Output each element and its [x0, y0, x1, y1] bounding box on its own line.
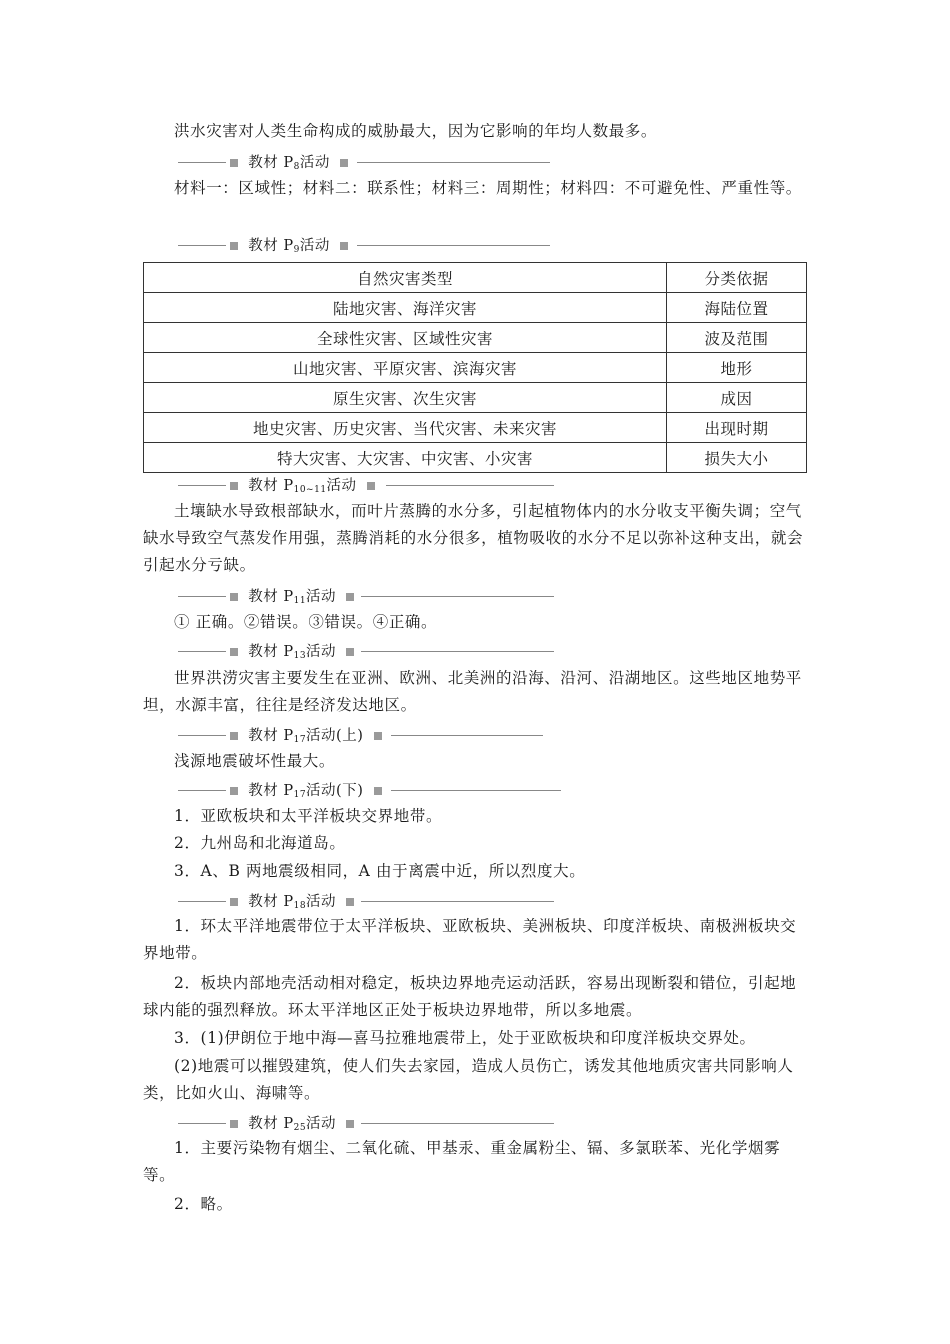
- section-p17-upper-text: 浅源地震破坏性最大。: [174, 752, 336, 770]
- disaster-classification-table: [143, 262, 807, 473]
- divider-left: [178, 245, 226, 246]
- table-row: [144, 413, 807, 443]
- table-row: [144, 323, 807, 353]
- square-bullet-icon: [230, 242, 238, 250]
- section-p17-lower-item-1: 1．亚欧板块和太平洋板块交界地带。: [174, 807, 443, 825]
- section-p18-item-2: 2．板块内部地壳活动相对稳定，板块边界地壳运动活跃，容易出现断裂和错位，引起地球内能的强烈释放。环太平洋地区正处于板块边界地带，所以多地震。: [143, 974, 797, 1019]
- table-header-cell: 自然灾害类型: [144, 263, 667, 293]
- divider-left: [178, 651, 226, 652]
- square-bullet-icon: [230, 1120, 238, 1128]
- divider-left: [178, 790, 226, 791]
- table-row: [144, 383, 807, 413]
- table-cell: 地史灾害、历史灾害、当代灾害、未来灾害: [144, 413, 667, 443]
- section-p8-text: 材料一：区域性；材料二：联系性；材料三：周期性；材料四：不可避免性、严重性等。: [174, 179, 802, 197]
- section-p17-lower-item-3: 3．A、B 两地震级相同，A 由于离震中近，所以烈度大。: [174, 862, 586, 880]
- square-bullet-icon: [367, 482, 375, 490]
- table-row: [144, 443, 807, 473]
- square-bullet-icon: [340, 159, 348, 167]
- divider-right: [391, 790, 561, 791]
- table-cell: 特大灾害、大灾害、中灾害、小灾害: [144, 443, 667, 473]
- table-cell: 出现时期: [667, 413, 807, 443]
- section-header-p25: 教材 $P_{25}$活动: [143, 1112, 807, 1134]
- square-bullet-icon: [230, 482, 238, 490]
- square-bullet-icon: [346, 648, 354, 656]
- divider-left: [178, 735, 226, 736]
- table-cell: 陆地灾害、海洋灾害: [144, 293, 667, 323]
- table-cell: 损失大小: [667, 443, 807, 473]
- divider-right: [361, 901, 554, 902]
- table-cell: 成因: [667, 383, 807, 413]
- section-p17-lower-item-2: 2．九州岛和北海道岛。: [174, 834, 346, 852]
- square-bullet-icon: [230, 787, 238, 795]
- divider-left: [178, 596, 226, 597]
- divider-left: [178, 485, 226, 486]
- square-bullet-icon: [230, 898, 238, 906]
- divider-right: [357, 162, 550, 163]
- table-cell: 波及范围: [667, 323, 807, 353]
- divider-right: [361, 596, 554, 597]
- table-cell: 全球性灾害、区域性灾害: [144, 323, 667, 353]
- table-cell: 山地灾害、平原灾害、滨海灾害: [144, 353, 667, 383]
- section-header-p17-upper: 教材 $P_{17}$活动(上): [143, 724, 807, 746]
- section-header-p17-lower: 教材 $P_{17}$活动(下): [143, 779, 807, 801]
- square-bullet-icon: [230, 732, 238, 740]
- divider-right: [386, 485, 554, 486]
- section-p18-item-1: 1．环太平洋地震带位于太平洋板块、亚欧板块、美洲板块、印度洋板块、南极洲板块交界地带。: [143, 917, 797, 962]
- divider-right: [361, 1123, 554, 1124]
- table-cell: 海陆位置: [667, 293, 807, 323]
- section-header-p18: 教材 $P_{18}$活动: [143, 890, 807, 912]
- table-header-cell: 分类依据: [667, 263, 807, 293]
- square-bullet-icon: [374, 732, 382, 740]
- table-row: [144, 353, 807, 383]
- square-bullet-icon: [346, 1120, 354, 1128]
- section-p18-item-3: 3．(1)伊朗位于地中海—喜马拉雅地震带上，处于亚欧板块和印度洋板块交界处。: [174, 1029, 756, 1047]
- section-p25-item-2: 2．略。: [174, 1195, 233, 1213]
- divider-left: [178, 901, 226, 902]
- square-bullet-icon: [374, 787, 382, 795]
- section-p13-text: 世界洪涝灾害主要发生在亚洲、欧洲、北美洲的沿海、沿河、沿湖地区。这些地区地势平坦，水源丰富，往往是经济发达地区。: [143, 669, 802, 714]
- square-bullet-icon: [230, 159, 238, 167]
- section-header-p8: 教材 $P_8$活动: [143, 151, 807, 173]
- section-p18-item-3-sub: (2)地震可以摧毁建筑，使人们失去家园，造成人员伤亡，诱发其他地质灾害共同影响人类，比如火山、海啸等。: [143, 1057, 794, 1102]
- square-bullet-icon: [340, 242, 348, 250]
- divider-right: [391, 735, 543, 736]
- section-p10-11-text: 土壤缺水导致根部缺水，而叶片蒸腾的水分多，引起植物体内的水分收支平衡失调；空气缺水导致空气蒸发作用强，蒸腾消耗的水分很多，植物吸收的水分不足以弥补这种支出，就会引起水分亏缺。: [143, 502, 804, 574]
- square-bullet-icon: [346, 898, 354, 906]
- table-header-row: [144, 263, 807, 293]
- section-p25-item-1: 1．主要污染物有烟尘、二氧化硫、甲基汞、重金属粉尘、镉、多氯联苯、光化学烟雾等。: [143, 1139, 781, 1184]
- table-cell: 原生灾害、次生灾害: [144, 383, 667, 413]
- section-header-p9: 教材 $P_9$活动: [143, 234, 807, 256]
- square-bullet-icon: [346, 593, 354, 601]
- divider-right: [361, 651, 554, 652]
- section-header-p13: 教材 $P_{13}$活动: [143, 640, 807, 662]
- square-bullet-icon: [230, 593, 238, 601]
- section-p11-text: ① 正确。②错误。③错误。④正确。: [174, 613, 438, 631]
- divider-left: [178, 1123, 226, 1124]
- square-bullet-icon: [230, 648, 238, 656]
- section-header-p10-11: 教材 $P_{10\sim 11}$活动: [143, 474, 807, 496]
- intro-paragraph: 洪水灾害对人类生命构成的威胁最大，因为它影响的年均人数最多。: [174, 122, 658, 140]
- section-header-p11: 教材 $P_{11}$活动: [143, 585, 807, 607]
- table-row: [144, 293, 807, 323]
- divider-right: [357, 245, 550, 246]
- divider-left: [178, 162, 226, 163]
- table-cell: 地形: [667, 353, 807, 383]
